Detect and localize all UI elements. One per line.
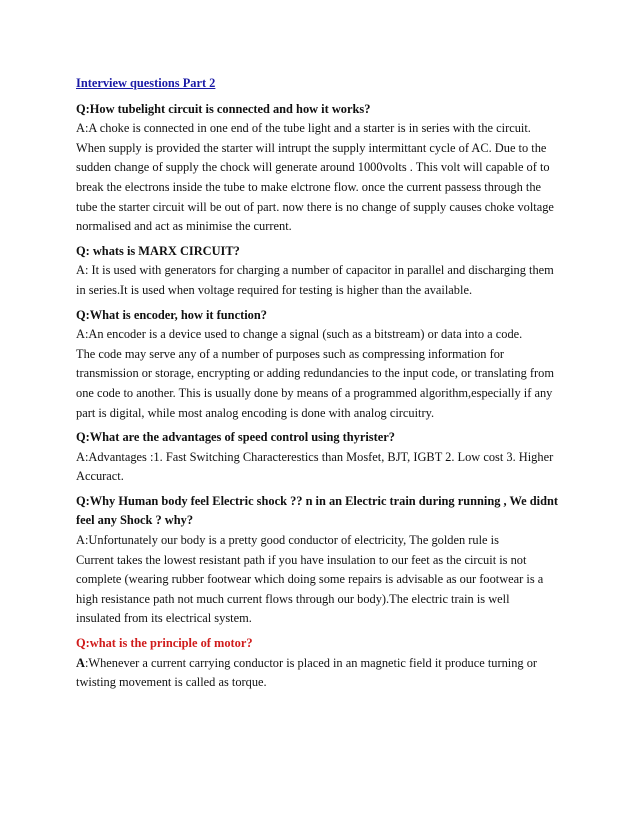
answer-line: A: It is used with generators for charging a number of capacitor in parallel and discharging them [76,263,554,278]
answer-line: A:Advantages :1. Fast Switching Characterestics than Mosfet, BJT, IGBT 2. Low cost 3. Higher [76,449,554,464]
answer-line: transmission or storage, encrypting or adding redundancies to the input code, or translating from [76,366,554,381]
answer-line: A:Unfortunately our body is a pretty good conductor of electricity, The golden rule is [76,533,499,548]
answer-line: complete (wearing rubber footwear which doing some repairs is advisable as our footwear is a [76,572,544,587]
answer-line: one code to another. This is usually done by means of a programmed algorithm,especially if any [76,385,553,400]
question-motor-principle: Q:what is the principle of motor? [76,636,253,651]
qa-encoder [76,306,566,424]
answer-line [76,654,566,674]
question-tubelight: Q:How tubelight circuit is connected and how it works? [76,101,371,116]
answer-text: :Whenever a current carrying conductor is placed in an magnetic field it produce turning or [84,655,538,670]
answer-prefix: A [76,655,85,670]
answer-line: A:A choke is connected in one end of the tube light and a starter is in series with the circuit. [76,121,531,136]
answer-line: twisting movement is called as torque. [76,675,267,690]
question-electric-shock-line: feel any Shock ? why? [76,513,194,528]
question-thyrister: Q:What are the advantages of speed control using thyrister? [76,430,395,445]
answer-line: normalised and act as minimise the current. [76,219,292,234]
answer-line: insulated from its electrical system. [76,611,252,626]
answer-line: in series.It is used when voltage required for testing is higher than the available. [76,282,473,297]
document-page [76,74,566,698]
qa-electric-shock [76,492,566,629]
answer-line: The code may serve any of a number of purposes such as compressing information for [76,346,505,361]
qa-tubelight [76,100,566,237]
question-encoder: Q:What is encoder, how it function? [76,307,267,322]
qa-motor-principle [76,634,566,693]
answer-line: part is digital, while most analog encoding is done with analog circuitry. [76,405,435,420]
document-heading-link[interactable]: Interview questions Part 2 [76,76,216,90]
answer-line: Accuract. [76,469,124,484]
qa-marx-circuit [76,242,566,301]
question-electric-shock-line: Q:Why Human body feel Electric shock ?? n in an Electric train during running , We didnt [76,493,559,508]
qa-thyrister [76,428,566,487]
answer-line: When supply is provided the starter will intrupt the supply intermittant cycle of AC. Due to the [76,140,547,155]
answer-line: break the electrons inside the tube to make elctrone flow. once the current passess through the [76,179,542,194]
answer-line: high resistance path not much current flows through our body).The electric train is well [76,591,510,606]
answer-line: sudden change of supply the chock will generate around 1000volts . This volt will capable of to [76,160,550,175]
answer-line: A:An encoder is a device used to change a signal (such as a bitstream) or data into a code. [76,327,523,342]
answer-line: tube the starter circuit will be out of part. now there is no change of supply causes choke voltage [76,199,554,214]
question-marx-circuit: Q: whats is MARX CIRCUIT? [76,243,240,258]
answer-line: Current takes the lowest resistant path if you have insulation to our feet as the circuit is not [76,552,527,567]
